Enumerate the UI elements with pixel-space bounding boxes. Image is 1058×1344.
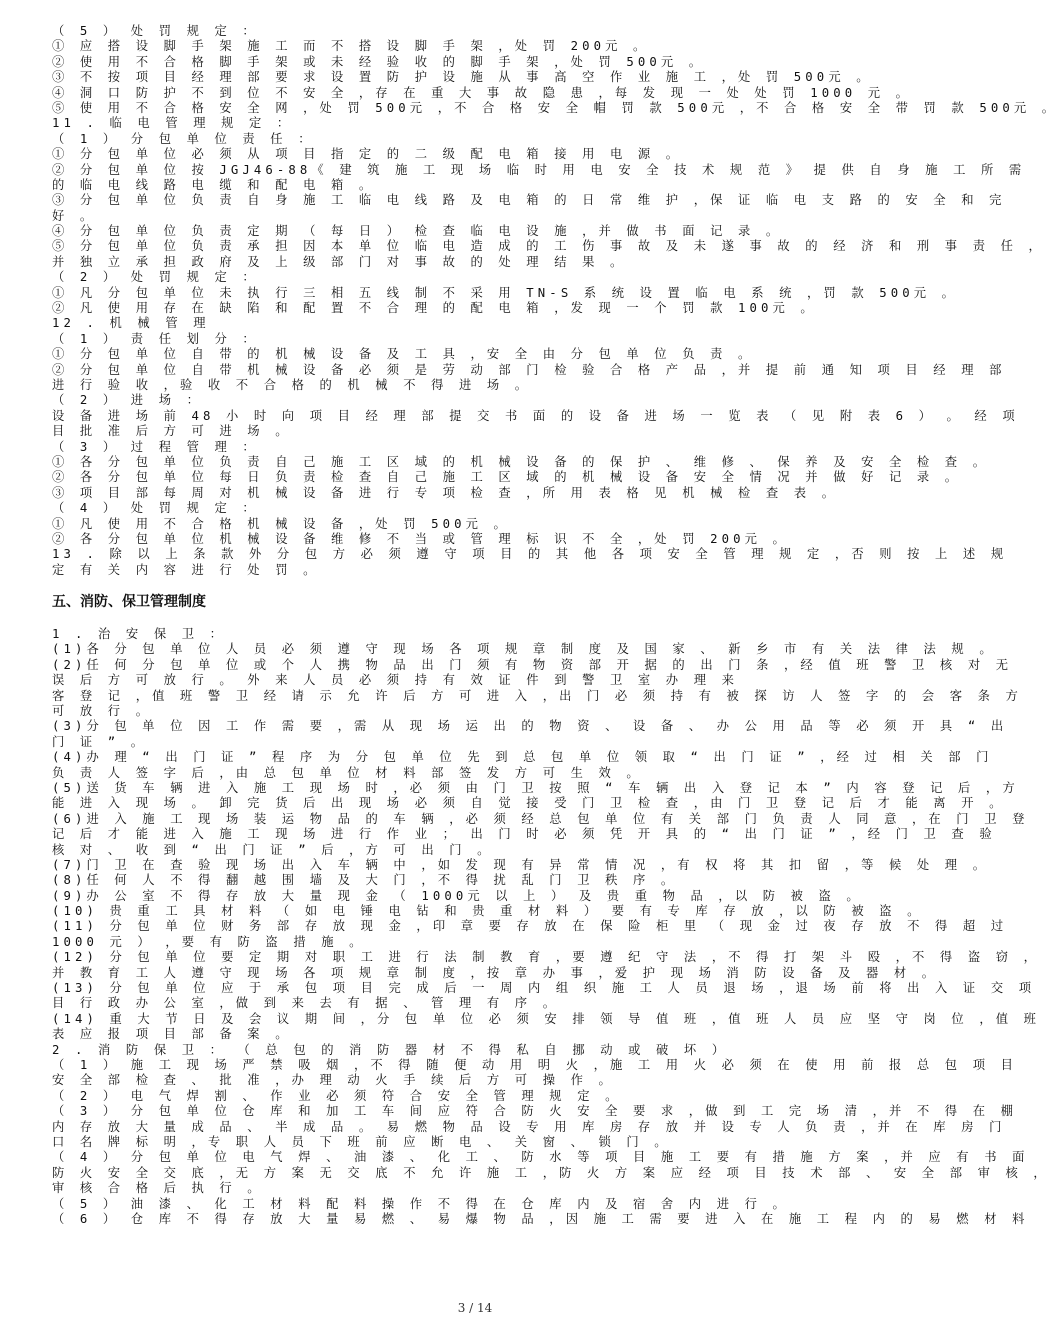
text-line: ① 各 分 包 单 位 负 责 自 己 施 工 区 域 的 机 械 设 备 的 保 护 、 维 修 、 保 养 及 安 全 检 查 。: [52, 454, 990, 469]
document-body: [52, 24, 1058, 1227]
section-safety-rules: [52, 24, 1058, 578]
text-line: 12 . 机 械 管 理: [52, 316, 210, 331]
text-line: ② 凡 使 用 存 在 缺 陷 和 配 置 不 合 理 的 配 电 箱 ，发 现 一 个 罚 款 100元 。: [52, 301, 817, 316]
text-line: ② 使 用 不 合 格 脚 手 架 或 未 经 验 收 的 脚 手 架 ，处 罚 500元 。: [52, 54, 706, 69]
text-line: （ 1 ） 责 任 划 分 ：: [52, 331, 259, 346]
text-line: (6)进 入 施 工 现 场 装 运 物 品 的 车 辆 ，必 须 经 总 包 单 位 有 关 部 门 负 责 人 同 意 ，在 门 卫 登: [52, 811, 1029, 826]
text-line: 口 名 牌 标 明 ，专 职 人 员 下 班 前 应 断 电 、 关 窗 、 锁 门 。: [52, 1134, 671, 1149]
text-line: 目 批 准 后 方 可 进 场 。: [52, 424, 292, 439]
text-line: (11) 分 包 单 位 财 务 部 存 放 现 金 ，印 章 要 存 放 在 保 险 柜 里 （ 现 金 过 夜 存 放 不 得 超 过: [52, 919, 1008, 934]
text-line: 1000 元 ） ，要 有 防 盗 措 施 。: [52, 934, 366, 949]
text-line: （ 6 ） 仓 库 不 得 存 放 大 量 易 燃 、 易 爆 物 品 ，因 施 工 需 要 进 入 在 施 工 程 内 的 易 燃 材 料: [52, 1211, 1029, 1226]
text-line: 负 责 人 签 字 后 ，由 总 包 单 位 材 料 部 签 发 方 可 生 效 。: [52, 765, 643, 780]
text-line: ② 各 分 包 单 位 每 日 负 责 检 查 自 己 施 工 区 域 的 机 械 设 备 安 全 情 况 并 做 好 记 录 。: [52, 470, 962, 485]
text-line: ③ 不 按 项 目 经 理 部 要 求 设 置 防 护 设 施 从 事 高 空 作 业 施 工 ，处 罚 500元 。: [52, 70, 873, 85]
text-line: （ 1 ） 施 工 现 场 严 禁 吸 烟 ，不 得 随 便 动 用 明 火 ，施 工 用 火 必 须 在 使 用 前 报 总 包 项 目: [52, 1058, 1018, 1072]
text-line: (12) 分 包 单 位 要 定 期 对 职 工 进 行 法 制 教 育 ，要 遵 纪 守 法 ，不 得 打 架 斗 殴 ，不 得 盗 窃 ，: [52, 950, 1041, 965]
text-line: ① 分 包 单 位 自 带 的 机 械 设 备 及 工 具 ，安 全 由 分 包 单 位 负 责 。: [52, 347, 755, 362]
text-line: (7)门 卫 在 查 验 现 场 出 入 车 辆 中 ，如 发 现 有 异 常 情 况 ，有 权 将 其 扣 留 ，等 候 处 理 。: [52, 857, 990, 872]
text-line: 13 . 除 以 上 条 款 外 分 包 方 必 须 遵 守 项 目 的 其 他 各 项 安 全 管 理 规 定 ，否 则 按 上 述 规: [52, 547, 1008, 562]
text-line: 安 全 部 检 查 、 批 准 ，办 理 动 火 手 续 后 方 可 操 作 。: [52, 1073, 615, 1088]
text-line: ① 分 包 单 位 必 须 从 项 目 指 定 的 二 级 配 电 箱 接 用 电 源 。: [52, 147, 683, 162]
text-line: (8)任 何 人 不 得 翻 越 围 墙 及 大 门 ，不 得 扰 乱 门 卫 秩 序 。: [52, 873, 678, 888]
text-line: ⑤ 分 包 单 位 负 责 承 担 因 本 单 位 临 电 造 成 的 工 伤 事 故 及 未 遂 事 故 的 经 济 和 刑 事 责 任 ，: [52, 239, 1045, 254]
text-line: ⑤ 使 用 不 合 格 安 全 网 ，处 罚 500元 ，不 合 格 安 全 帽 罚 款 500元 ，不 合 格 安 全 带 罚 款 500元 。: [52, 100, 1058, 115]
text-line: 11 . 临 电 管 理 规 定 ：: [52, 116, 294, 131]
text-line: 的 临 电 线 路 电 缆 和 配 电 箱 。: [52, 177, 376, 192]
section-security-rules: [52, 627, 1050, 1227]
text-line: （ 4 ） 分 包 单 位 电 气 焊 、 油 漆 、 化 工 、 防 水 等 项 目 施 工 要 有 措 施 方 案 ，并 应 有 书 面: [52, 1150, 1029, 1165]
text-line: 目 行 政 办 公 室 ，做 到 来 去 有 据 、 管 理 有 序 。: [52, 996, 560, 1011]
text-line: 核 对 、 收 到 “ 出 门 证 ” 后 ，方 可 出 门 。: [52, 842, 494, 857]
text-line: （ 5 ） 油 漆 、 化 工 材 料 配 料 操 作 不 得 在 仓 库 内 及 宿 舍 内 进 行 。: [52, 1196, 789, 1211]
text-line: （ 2 ） 电 气 焊 割 、 作 业 必 须 符 合 安 全 管 理 规 定 。: [52, 1088, 622, 1103]
text-line: ④ 分 包 单 位 负 责 定 期 （ 每 日 ） 检 查 临 电 设 施 ，并 做 书 面 记 录 。: [52, 224, 783, 239]
text-line: 好 。: [52, 208, 97, 223]
page-number: 3 / 14: [457, 1301, 493, 1315]
text-line: (13) 分 包 单 位 应 于 承 包 项 目 完 成 后 一 周 内 组 织 施 工 人 员 退 场 ，退 场 前 将 出 入 证 交 项: [52, 981, 1036, 996]
text-line: 2 . 消 防 保 卫 ： （ 总 包 的 消 防 器 材 不 得 私 自 挪 动 或 破 坏 ）: [52, 1042, 729, 1057]
text-line: ② 分 包 单 位 自 带 机 械 设 备 必 须 是 劳 动 部 门 检 验 合 格 产 品 ，并 提 前 通 知 项 目 经 理 部: [52, 362, 1006, 377]
text-line: （ 1 ） 分 包 单 位 责 任 ：: [52, 131, 315, 146]
text-line: 进 行 验 收 ，验 收 不 合 格 的 机 械 不 得 进 场 。: [52, 377, 532, 392]
text-line: ③ 项 目 部 每 周 对 机 械 设 备 进 行 专 项 检 查 ，所 用 表 格 见 机 械 检 查 表 。: [52, 485, 839, 500]
text-line: 防 火 安 全 交 底 ，无 方 案 无 交 底 不 允 许 施 工 ，防 火 方 案 应 经 项 目 技 术 部 、 安 全 部 审 核 ，: [52, 1165, 1050, 1180]
text-line: (9)办 公 室 不 得 存 放 大 量 现 金 （ 1000元 以 上 ） 及 贵 重 物 品 ，以 防 被 盗 。: [52, 888, 863, 903]
text-line: 并 独 立 承 担 政 府 及 上 级 部 门 对 事 故 的 处 理 结 果 。: [52, 254, 627, 269]
text-line: （ 3 ） 过 程 管 理 ：: [52, 439, 259, 454]
text-line: 1 . 治 安 保 卫 ：: [52, 627, 227, 642]
text-line: （ 2 ） 进 场 ：: [52, 393, 204, 408]
text-line: ② 分 包 单 位 按 JGJ46-88《 建 筑 施 工 现 场 临 时 用 电 安 全 技 术 规 范 》 提 供 自 身 施 工 所 需: [52, 162, 1026, 177]
text-line: ① 凡 使 用 不 合 格 机 械 设 备 ，处 罚 500元 。: [52, 516, 510, 531]
text-line: ④ 洞 口 防 护 不 到 位 不 安 全 ，存 在 重 大 事 故 隐 患 ，每 发 现 一 处 处 罚 1000 元 。: [52, 85, 913, 100]
text-line: 定 有 关 内 容 进 行 处 罚 。: [52, 562, 320, 577]
text-line: (4)办 理 “ 出 门 证 ” 程 序 为 分 包 单 位 先 到 总 包 单 位 领 取 “ 出 门 证 ” ，经 过 相 关 部 门: [52, 750, 993, 765]
text-line: （ 3 ） 分 包 单 位 仓 库 和 加 工 车 间 应 符 合 防 火 安 全 要 求 ，做 到 工 完 场 清 ，并 不 得 在 棚: [52, 1104, 1018, 1119]
text-line: 审 核 合 格 后 执 行 。: [52, 1181, 264, 1196]
text-line: 并 教 育 工 人 遵 守 现 场 各 项 规 章 制 度 ，按 章 办 事 ，爱 护 现 场 消 防 设 备 及 器 材 。: [52, 965, 939, 980]
text-line: (10) 贵 重 工 具 材 料 （ 如 电 锤 电 钻 和 贵 重 材 料 ） 要 有 专 库 存 放 ，以 防 被 盗 。: [52, 904, 924, 919]
text-line: (14) 重 大 节 日 及 会 议 期 间 ，分 包 单 位 必 须 安 排 领 导 值 班 ，值 班 人 员 应 坚 守 岗 位 ，值 班: [52, 1011, 1041, 1026]
text-line: 误 后 方 可 放 行 。 外 来 人 员 必 须 持 有 效 证 件 到 警 卫 室 办 理 来: [52, 673, 739, 688]
text-line: （ 5 ） 处 罚 规 定 ：: [52, 24, 259, 38]
text-line: 内 存 放 大 量 成 品 、 半 成 品 。 易 燃 物 品 设 专 用 库 房 存 放 并 设 专 人 负 责 ，并 在 库 房 门: [52, 1119, 1006, 1134]
text-line: 可 放 行 。: [52, 704, 153, 719]
text-line: 客 登 记 ，值 班 警 卫 经 请 示 允 许 后 方 可 进 入 ，出 门 必 须 持 有 被 探 访 人 签 字 的 会 客 条 方: [52, 688, 1022, 703]
text-line: （ 4 ） 处 罚 规 定 ：: [52, 501, 259, 516]
text-line: (2)任 何 分 包 单 位 或 个 人 携 物 品 出 门 须 有 物 资 部 开 据 的 出 门 条 ，经 值 班 警 卫 核 对 无: [52, 657, 1013, 672]
text-line: ① 凡 分 包 单 位 未 执 行 三 相 五 线 制 不 采 用 TN-S 系 统 设 置 临 电 系 统 ，罚 款 500元 。: [52, 285, 959, 300]
text-line: 能 进 入 现 场 。 卸 完 货 后 出 现 场 必 须 自 觉 接 受 门 卫 检 查 ，由 门 卫 登 记 后 才 能 离 开 。: [52, 796, 1006, 811]
text-line: 表 应 报 项 目 部 备 案 。: [52, 1027, 292, 1042]
text-line: ① 应 搭 设 脚 手 架 施 工 而 不 搭 设 脚 手 架 ，处 罚 200元 。: [52, 39, 650, 54]
text-line: (5)送 货 车 辆 进 入 施 工 现 场 时 ，必 须 由 门 卫 按 照 “ 车 辆 出 入 登 记 本 ” 内 容 登 记 后 ，方: [52, 780, 1019, 795]
text-line: 记 后 才 能 进 入 施 工 现 场 进 行 作 业 ； 出 门 时 必 须 凭 开 具 的 “ 出 门 证 ” ，经 门 卫 查 验: [52, 827, 996, 842]
text-line: 设 备 进 场 前 48 小 时 向 项 目 经 理 部 提 交 书 面 的 设 备 进 场 一 览 表 （ 见 附 表 6 ） 。 经 项: [52, 408, 1019, 423]
text-line: （ 2 ） 处 罚 规 定 ：: [52, 270, 259, 285]
text-line: (3)分 包 单 位 因 工 作 需 要 ，需 从 现 场 运 出 的 物 资 、 设 备 、 办 公 用 品 等 必 须 开 具 “ 出: [52, 719, 1008, 734]
text-line: ② 各 分 包 单 位 机 械 设 备 维 修 不 当 或 管 理 标 识 不 全 ，处 罚 200元 。: [52, 531, 789, 546]
text-line: ③ 分 包 单 位 负 责 自 身 施 工 临 电 线 路 及 电 箱 的 日 常 维 护 ，保 证 临 电 支 路 的 安 全 和 完: [52, 193, 1006, 208]
section-heading: 五、消防、保卫管理制度: [52, 594, 206, 611]
text-line: 门 证 ” 。: [52, 734, 148, 749]
text-line: (1)各 分 包 单 位 人 员 必 须 遵 守 现 场 各 项 规 章 制 度 及 国 家 、 新 乡 市 有 关 法 律 法 规 。: [52, 642, 996, 657]
